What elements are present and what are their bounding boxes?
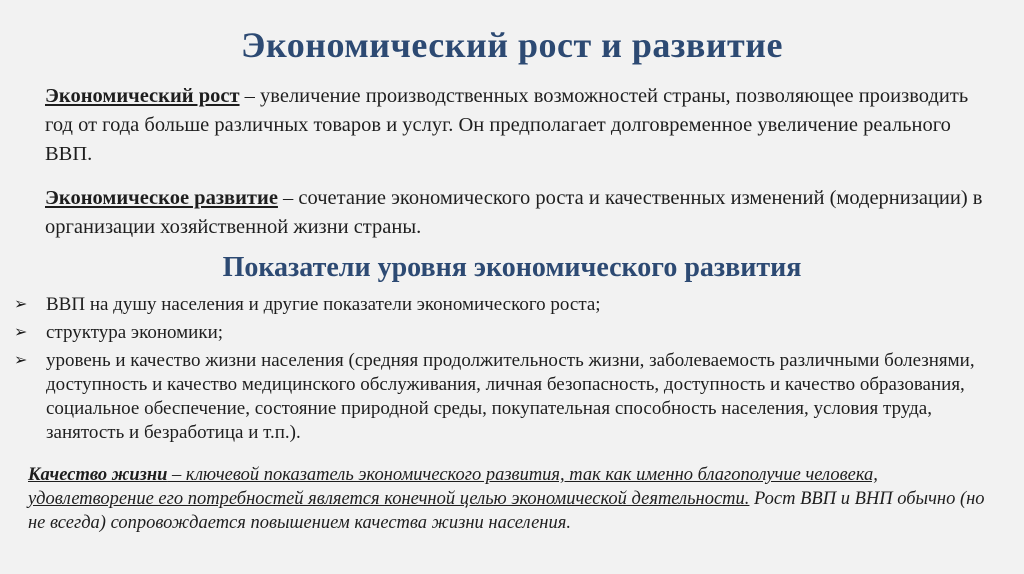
definition-text: – увеличение производственных возможностей страны, позволяющее производить год от года больше различных товаров и услуг. Он предполагает долговременное увеличение реального ВВП.: [45, 85, 969, 165]
section-subtitle: Показатели уровня экономического развития: [222, 252, 802, 283]
quality-of-life-note: [28, 463, 1000, 535]
list-item-text: ВВП на душу населения и другие показатели экономического роста;: [46, 294, 601, 315]
arrow-bullet-icon: ➢: [14, 296, 28, 313]
term-quality-of-life: Качество жизни: [28, 465, 168, 485]
arrow-bullet-icon: ➢: [14, 324, 28, 341]
note-text: Рост ВВП и ВНП обычно (но не всегда) сопровождается повышением качества жизни населения.: [28, 489, 985, 533]
slide-title: Экономический рост и развитие: [241, 25, 783, 65]
definition-text: – сочетание экономического роста и качественных изменений (модернизации) в организации хозяйственной жизни страны.: [45, 187, 983, 238]
arrow-bullet-icon: ➢: [14, 352, 28, 369]
list-item: [10, 321, 1010, 345]
term-economic-development: Экономическое развитие: [45, 187, 278, 209]
list-item: [10, 349, 1010, 445]
list-item: [10, 293, 1010, 317]
indicator-list: [10, 293, 1010, 449]
definition-economic-growth: [45, 82, 995, 169]
term-economic-growth: Экономический рост: [45, 85, 240, 107]
definition-economic-development: [45, 184, 995, 242]
list-item-text: структура экономики;: [46, 322, 224, 343]
list-item-text: уровень и качество жизни населения (средняя продолжительность жизни, заболеваемость различными болезнями, доступность и качество медицинского обслуживания, личная безопасность, доступность и качество образования, социальное обеспечение, состояние природной среды, покупательная способность населения, условия труда, занятость и безработица и т.п.).: [46, 350, 975, 443]
note-underlined-text: – ключевой показатель экономического развития, так как именно благополучие человека, удовлетворение его потребностей является конечной целью экономической деятельности.: [28, 465, 878, 509]
